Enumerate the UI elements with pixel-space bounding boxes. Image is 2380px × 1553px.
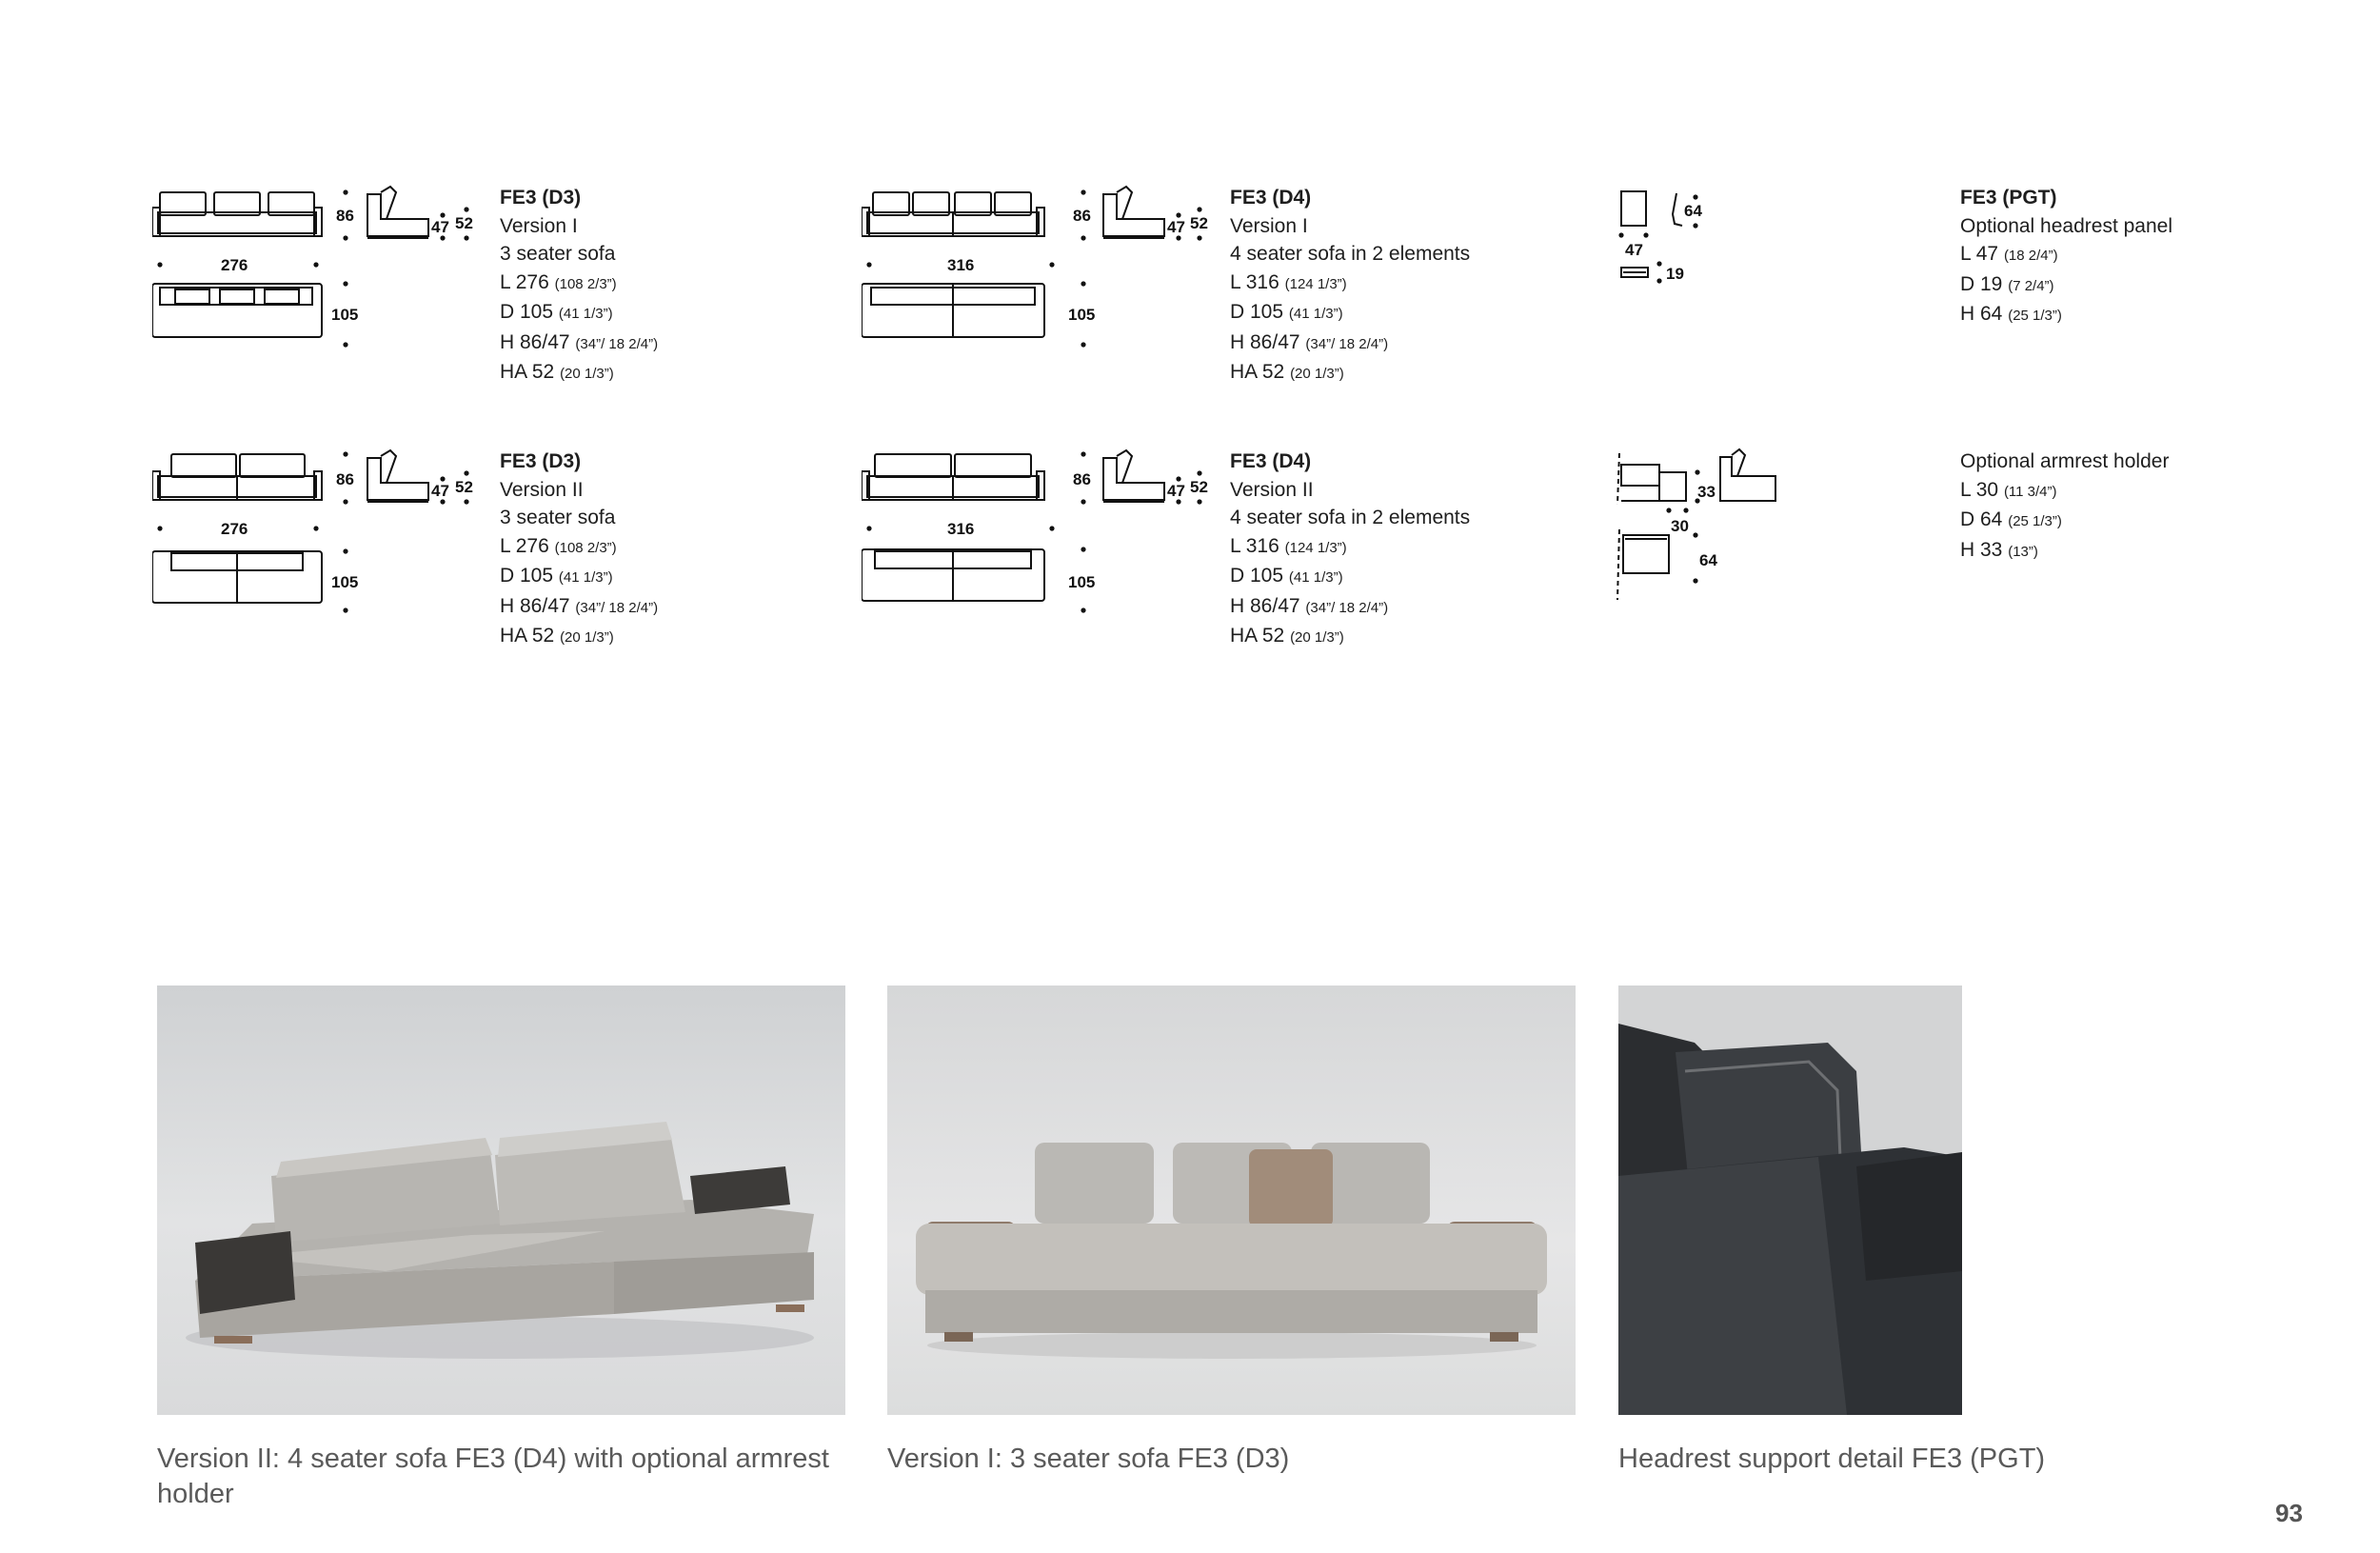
spec-armheight: HA 52 — [500, 625, 555, 647]
page-number: 93 — [2275, 1499, 2303, 1527]
pgt-depth: 19 — [1666, 265, 1684, 283]
spec-pgt — [1960, 184, 2172, 330]
d4-v1-seat: 47 — [1167, 218, 1185, 236]
spec-length-in: (11 3/4”) — [2003, 483, 2057, 500]
spec-desc: 4 seater sofa in 2 elements — [1230, 243, 1471, 265]
caption-photo-version-i: Version I: 3 seater sofa FE3 (D3) — [887, 1443, 1290, 1474]
spec-depth-in: (41 1/3”) — [558, 306, 613, 322]
spec-code: FE3 (D4) — [1230, 187, 1312, 209]
spec-height: H 86/47 — [500, 330, 570, 353]
spec-version: Optional armrest holder — [1960, 450, 2170, 472]
spec-version: Version II — [500, 478, 584, 501]
spec-length: L 276 — [500, 270, 549, 293]
spec-d4-v1 — [1230, 184, 1470, 388]
spec-height: H 33 — [1960, 538, 2003, 561]
spec-length: L 316 — [1230, 534, 1279, 557]
spec-depth: D 105 — [1230, 565, 1284, 587]
spec-version: Version II — [1230, 478, 1314, 501]
d4-v1-arm: 52 — [1190, 214, 1208, 232]
spec-armheight-in: (20 1/3”) — [560, 366, 614, 382]
armrest-depth: 64 — [1699, 551, 1717, 569]
pgt-width: 47 — [1625, 241, 1643, 259]
spec-height: H 86/47 — [1230, 330, 1300, 353]
spec-code: FE3 (D4) — [1230, 450, 1312, 472]
spec-length-in: (124 1/3”) — [1284, 539, 1347, 556]
spec-depth-in: (41 1/3”) — [1288, 306, 1343, 322]
d3-v1-seat: 47 — [431, 218, 449, 236]
d3-v2-depth: 105 — [331, 573, 359, 591]
d4-v2-drawing — [862, 445, 1233, 626]
spec-height-in: (34”/ 18 2/4”) — [1305, 599, 1389, 616]
d4-v2-depth: 105 — [1068, 573, 1096, 591]
caption-photo-headrest: Headrest support detail FE3 (PGT) — [1618, 1443, 2046, 1474]
spec-depth: D 64 — [1960, 508, 2003, 530]
spec-depth-in: (7 2/4”) — [2008, 277, 2054, 294]
spec-length-in: (124 1/3”) — [1284, 275, 1347, 292]
spec-depth-in: (25 1/3”) — [2008, 513, 2062, 529]
spec-length: L 276 — [500, 534, 549, 557]
d3-v2-arm: 52 — [455, 478, 473, 496]
spec-depth: D 105 — [1230, 301, 1284, 323]
spec-armrest — [1960, 448, 2169, 566]
spec-armheight-in: (20 1/3”) — [1290, 629, 1344, 646]
d4-v2-seat: 47 — [1167, 482, 1185, 500]
spec-length: L 316 — [1230, 270, 1279, 293]
d3-v1-depth: 105 — [331, 306, 359, 324]
spec-armheight: HA 52 — [1230, 625, 1285, 647]
photo-headrest-detail — [1618, 986, 1962, 1415]
d3-v1-length: 276 — [221, 256, 248, 274]
spec-depth: D 105 — [500, 301, 554, 323]
d3-v1-arm: 52 — [455, 214, 473, 232]
spec-depth-in: (41 1/3”) — [558, 569, 613, 586]
spec-version: Optional headrest panel — [1960, 214, 2172, 237]
spec-version: Version I — [1230, 214, 1308, 237]
spec-length: L 30 — [1960, 478, 1999, 501]
spec-code: FE3 (PGT) — [1960, 187, 2057, 209]
pgt-height: 64 — [1684, 202, 1702, 220]
spec-version: Version I — [500, 214, 578, 237]
d4-v2-length: 316 — [947, 520, 975, 538]
d4-v1-drawing — [862, 181, 1233, 362]
spec-armheight: HA 52 — [500, 361, 555, 383]
d3-v1-drawing — [152, 181, 486, 362]
spec-desc: 3 seater sofa — [500, 507, 616, 528]
d4-v1-height: 86 — [1073, 207, 1091, 225]
d4-v1-length: 316 — [947, 256, 975, 274]
spec-length-in: (108 2/3”) — [554, 539, 617, 556]
spec-height-in: (13”) — [2008, 543, 2038, 560]
spec-desc: 3 seater sofa — [500, 243, 616, 265]
d3-v2-drawing — [152, 445, 486, 626]
d3-v2-length: 276 — [221, 520, 248, 538]
spec-length-in: (18 2/4”) — [2003, 248, 2058, 264]
armrest-length: 30 — [1671, 517, 1689, 535]
spec-armheight-in: (20 1/3”) — [1290, 366, 1344, 382]
d3-v1-height: 86 — [336, 207, 354, 225]
spec-length: L 47 — [1960, 243, 1999, 265]
spec-height-in: (34”/ 18 2/4”) — [1305, 335, 1389, 352]
spec-length-in: (108 2/3”) — [554, 275, 617, 292]
spec-code: FE3 (D3) — [500, 187, 582, 209]
spec-armheight: HA 52 — [1230, 361, 1285, 383]
d3-v2-seat: 47 — [431, 482, 449, 500]
spec-depth-in: (41 1/3”) — [1288, 569, 1343, 586]
spec-height-in: (34”/ 18 2/4”) — [575, 599, 659, 616]
spec-height-in: (25 1/3”) — [2008, 308, 2062, 324]
spec-depth: D 19 — [1960, 272, 2003, 295]
d3-v2-height: 86 — [336, 470, 354, 488]
spec-code: FE3 (D3) — [500, 450, 582, 472]
spec-d4-v2 — [1230, 448, 1470, 652]
pgt-drawing — [1614, 186, 1747, 290]
caption-photo-version-ii: Version II: 4 seater sofa FE3 (D4) with optional armrest holder — [157, 1443, 829, 1509]
armrest-drawing — [1614, 448, 1804, 609]
spec-desc: 4 seater sofa in 2 elements — [1230, 507, 1471, 528]
d4-v2-arm: 52 — [1190, 478, 1208, 496]
armrest-height: 33 — [1697, 483, 1716, 501]
d4-v2-height: 86 — [1073, 470, 1091, 488]
spec-depth: D 105 — [500, 565, 554, 587]
photo-sofa-version-ii — [157, 986, 845, 1415]
spec-height: H 86/47 — [1230, 594, 1300, 617]
spec-armheight-in: (20 1/3”) — [560, 629, 614, 646]
d4-v1-depth: 105 — [1068, 306, 1096, 324]
spec-height-in: (34”/ 18 2/4”) — [575, 335, 659, 352]
photo-sofa-version-i — [887, 986, 1576, 1415]
spec-d3-v1 — [500, 184, 658, 388]
spec-d3-v2 — [500, 448, 658, 652]
spec-height: H 86/47 — [500, 594, 570, 617]
spec-height: H 64 — [1960, 303, 2003, 325]
